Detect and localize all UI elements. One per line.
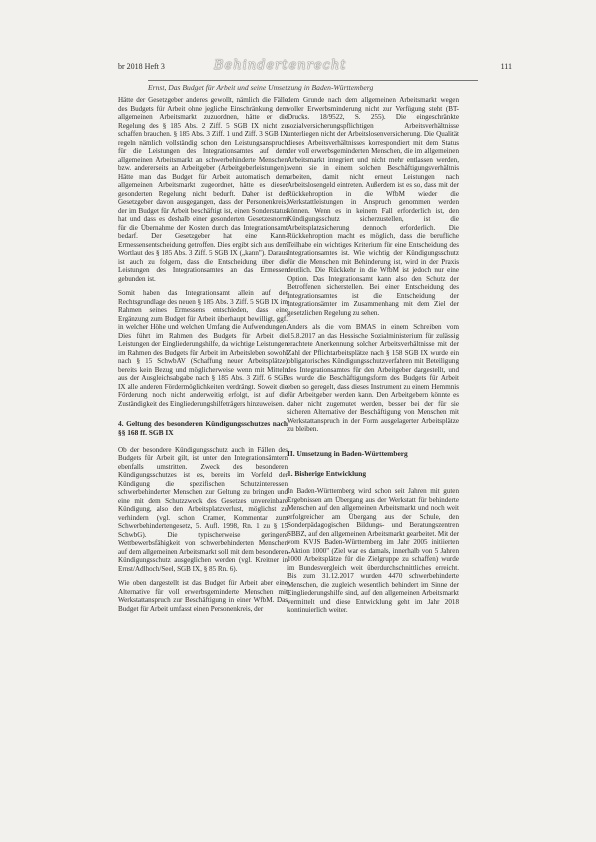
sub-heading: 1. Bisherige Entwicklung — [287, 469, 367, 479]
paragraph: In Baden-Württemberg wird schon seit Jahren mit guten Ergebnissen am Übergang aus der Werkstatt für behinderte Menschen auf den allgemeinen Arbeitsmarkt und noch weit erfolgreicher am Übergang aus der Schule, den Sonderpädagogischen Bildungs- und Beratungszentren SBBZ, auf den allgemeinen Arbeitsmarkt gearbeitet. Mit der vom KVJS Baden-Württemberg im Jahr 2005 initiierten „Aktion 1000" (Ziel war es damals, innerhalb von 5 Jahren 1000 Arbeitsplätze für die Zielgruppe zu schaffen) wurde im Bundesvergleich weit überdurchschnittliches erreicht. Bis zum 31.12.2017 wurden 4470 schwerbehinderte Menschen, die zugleich wesentlich behindert im Sinne der Eingliederungshilfe sind, auf den allgemeinen Arbeitsmarkt vermittelt und diese Entwicklung geht im Jahr 2018 kontinuierlich weiter. — [287, 487, 459, 615]
page-number: 111 — [500, 62, 512, 71]
paragraph: Anders als die vom BMAS in einem Schreiben vom 15.8.2017 an das Hessische Sozialministerium für zulässig erachtete Anerkennung solcher Arbeitsverhältnisse mit der Zahl der Pflichtarbeitsplätze nach § 158 SGB IX wurde ein obligatorisches Kündigungsschutzverfahren mit Beteiligung des Integrationsamtes für den Arbeitgeber dargestellt, und es wurde die Beschäftigungsform des Budgets für Arbeit eben so geregelt, dass dieses Instrument zu einem Hemmnis für Arbeitgeber werden kann. Den Arbeitgebern könnte es daher nicht zugemutet werden, besser bei der für sie sicheren Alternative der Beschäftigung von Menschen mit Werkstattanspruch in der Form ausgelagerter Arbeitsplätze zu bleiben. — [287, 323, 459, 433]
paragraph: Somit haben das Integrationsamt allein auf der Rechtsgrundlage des neuen § 185 Abs. 3 Ziff. 5 SGB IX im Rahmen seines Ermessens entschieden, dass eine Ergänzung zum Budget für Arbeit überhaupt bewilligt, ggf. in welcher Höhe und welchen Umfang die Aufwendungen. Dies führt im Rahmen des Budgets für Arbeit die Leistungen der Eingliederungshilfe, da wichtige Leistungen im Rahmen des Budgets für Arbeit im Arbeitsleben sowohl nach § 15 SchwbAV (Schaffung neuer Arbeitsplätze) bereits kein Bezug und möglicherweise wenn mit Mitteln aus der Ausgleichsabgabe nach § 185 Abs. 3 Ziff. 6 SGB IX alle anderen Fördermöglichkeiten verdrängt. Soweit die Förderung noch nicht anderweitig erfolgt, ist auf die Zuständigkeit des Eingliederungshilfeträgers hinzuweisen. — [118, 289, 288, 408]
issue-label: br 2018 Heft 3 — [118, 62, 165, 71]
article-subheader: Ernst, Das Budget für Arbeit und seine Umsetzung in Baden-Württemberg — [148, 80, 478, 92]
right-column — [287, 96, 459, 804]
paragraph: Wie oben dargestellt ist das Budget für Arbeit aber eine Alternative für voll erwerbsgeminderte Menschen mit Werkstattanspruch zur Beschäftigung in einer WfbM. Das Budget für Arbeit umfasst einen Personenkreis, der — [118, 579, 288, 613]
section-heading: 4. Geltung des besonderen Kündigungsschutzes nach §§ 168 ff. SGB IX — [118, 419, 288, 437]
paragraph: Ob der besondere Kündigungsschutz auch in Fällen des Budgets für Arbeit gilt, ist unter den Integrationsämtern ebenfalls umstritten. Zweck des besonderen Kündigungsschutzes ist es, bereits im Vorfeld der Kündigung die spezifischen Schutzinteressen schwerbehinderter Menschen zur Geltung zu bringen und eine mit dem Schutzzweck des Gesetzes unvereinbare Kündigung, also den Arbeitsplatzverlust, möglichst zu verhindern (vgl. schon Cramer, Kommentar zum Schwerbehindertengesetz, 5. Aufl. 1998, Rn. 1 zu § 15 SchwbG). Die typischerweise geringere Wettbewerbsfähigkeit von schwerbehinderten Menschen auf dem allgemeinen Arbeitsmarkt soll mit dem besonderen Kündigungsschutz ausgeglichen werden (vgl. Kreitner in Ernst/Adlhoch/Seel, SGB IX, § 85 Rn. 6). — [118, 445, 288, 573]
running-header — [118, 58, 512, 76]
journal-title: Behindertenrecht — [214, 58, 347, 73]
section-heading: II. Umsetzung in Baden-Württemberg — [287, 448, 408, 458]
left-column — [118, 96, 288, 804]
paragraph: Hätte der Gesetzgeber anderes gewollt, nämlich die Fälle des Budgets für Arbeit ohne jegliche Einschränkung dem allgemeinen Arbeitsmarkt zuzuordnen, hätte er die Regelung des § 185 Abs. 2 Ziff. 5 SGB IX nicht zu schaffen brauchen. § 185 Abs. 3 Ziff. 1 und Ziff. 3 SGB IX regeln nämlich vollständig schon den Leistungsanspruch für die Leistungen des Integrationsamtes auf dem allgemeinen Arbeitsmarkt an schwerbehinderte Menschen bzw. andererseits an Arbeitgeber (Arbeitgeberleistungen). Hätte man das Budget für Arbeit automatisch dem allgemeinen Arbeitsmarkt zugeordnet, hätte es dieser gesonderten Regelung nicht bedurft. Daher ist der Gesetzgeber davon ausgegangen, dass der Personenkreis, der im Budget für Arbeit beschäftigt ist, einen Sonderstatus hat und dass es deshalb einer gesonderten Gesetzesnorm für die Übernahme der Kosten durch das Integrationsamt bedarf. Der Gesetzgeber hat eine Kann-Ermessensentscheidung getroffen. Dies ergibt sich aus dem Wortlaut des § 185 Abs. 3 Ziff. 5 SGB IX („kann"). Daraus ist auch zu folgern, dass die Entscheidung über die Leistungen des Integrationsamtes an das Ermessen gebunden ist. — [118, 96, 288, 283]
paragraph: dem Grunde nach dem allgemeinen Arbeitsmarkt wegen voller Erwerbsminderung nicht zur Verfügung steht (BT-Drucks. 18/9522, S. 255). Die eingeschränkte sozialversicherungspflichtigen Arbeitsverhältnisse unterliegen nicht der Arbeitslosenversicherung. Die Qualität dieses Arbeitsverhältnisses korrespondiert mit dem Status der voll erwerbsgeminderten Menschen, die im allgemeinen Arbeitsmarkt integriert und nicht mehr entlassen werden, wenn sie in einem solchen Beschäftigungsverhältnis arbeiten, damit nicht erneut Leistungen nach Arbeitslosengeld eintreten. Außerdem ist es so, dass mit der Rückkehroption in die WfbM wieder die Werkstattleistungen in Anspruch genommen werden können. Wenn es in keinem Fall erforderlich ist, den Kündigungsschutz sicherzustellen, ist die Arbeitsplatzsicherung dennoch erforderlich. Die Rückkehroption macht es möglich, dass die berufliche Teilhabe ein wichtiges Kriterium für eine Entscheidung des Integrationsamtes ist. Wie wichtig der Kündigungsschutz für die Menschen mit Behinderung ist, wird in der Praxis deutlich. Die Rückkehr in die WfbM ist jedoch nur eine Option. Das Integrationsamt kann also den Schutz der Betroffenen sicherstellen. Bei einer Entscheidung des Integrationsamtes ist die Entscheidung der Integrationsämter im Zusammenhang mit dem Ziel der gesetzlichen Regelung zu sehen. — [287, 96, 459, 317]
